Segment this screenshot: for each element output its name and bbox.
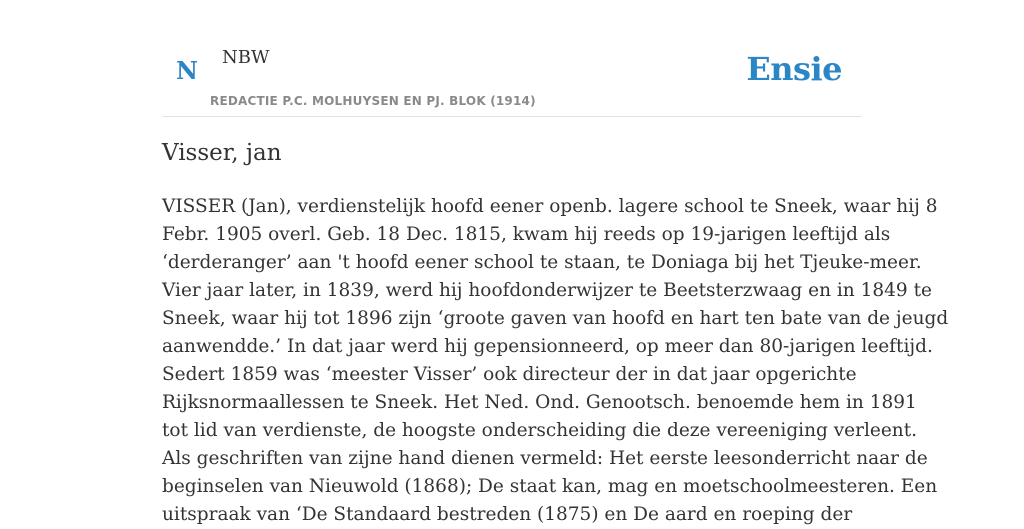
article-body-line: Febr. 1905 overl. Geb. 18 Dec. 1815, kwam hij reeds op 19-jarigen leeftijd als: [162, 224, 891, 245]
article-body-line: Sedert 1859 was ‘meester Visser’ ook directeur der in dat jaar opgerichte: [162, 364, 857, 385]
article-title: Visser, jan: [162, 140, 282, 166]
source-name[interactable]: NBW: [222, 47, 270, 68]
article-body-line: VISSER (Jan), verdienstelijk hoofd eener openb. lagere school te Sneek, waar hij 8: [162, 196, 938, 217]
article-body-line: aanwendde.’ In dat jaar werd hij gepensionneerd, op meer dan 80-jarigen leeftijd.: [162, 336, 933, 357]
article-body-line: uitspraak van ‘De Standaard bestreden (1875) en De aard en roeping der: [162, 504, 853, 525]
source-logo: N: [176, 56, 198, 85]
article-body-line: Rijksnormaallessen te Sneek. Het Ned. Ond. Genootsch. benoemde hem in 1891: [162, 392, 917, 413]
article-body: [162, 193, 949, 529]
article-body-line: beginselen van Nieuwold (1868); De staat kan, mag en moetschoolmeesteren. Een: [162, 476, 938, 497]
article-body-line: tot lid van verdienste, de hoogste onderscheiding die deze vereeniging verleent.: [162, 420, 918, 441]
source-subtitle: REDACTIE P.C. MOLHUYSEN EN PJ. BLOK (1914): [210, 94, 536, 108]
article-body-line: Als geschriften van zijne hand dienen vermeld: Het eerste leesonderricht naar de: [162, 448, 928, 469]
article-body-line: ‘derderanger’ aan 't hoofd eener school te staan, te Doniaga bij het Tjeuke-meer.: [162, 252, 922, 273]
article-body-line: Sneek, waar hij tot 1896 zijn ‘groote gaven van hoofd en hart ten bate van de jeugd: [162, 308, 949, 329]
article-body-line: Vier jaar later, in 1839, werd hij hoofdonderwijzer te Beetsterzwaag en in 1849 te: [162, 280, 932, 301]
ensie-logo-link[interactable]: Ensie: [746, 50, 842, 88]
source-header: [162, 0, 862, 117]
